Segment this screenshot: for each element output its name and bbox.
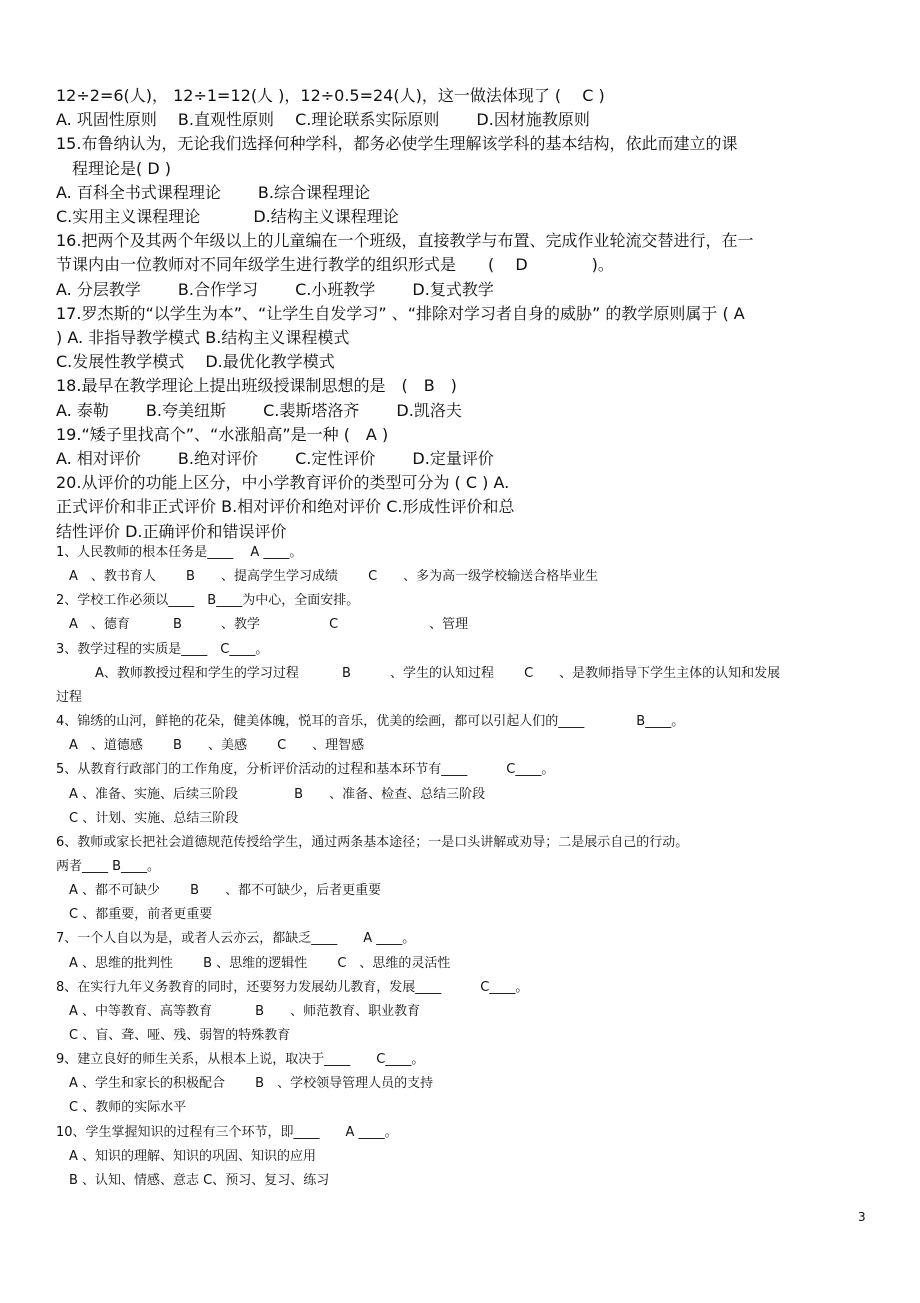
text-line: C.实用主义课程理论 D.结构主义课程理论 <box>56 207 399 226</box>
text-line: A 、学生和家长的积极配合 B 、学校领导管理人员的支持 <box>56 1076 434 1092</box>
text-line: 结性评价 D.正确评价和错误评价 <box>56 521 287 541</box>
text-line: C 、盲、聋、哑、残、弱智的特殊教育 <box>56 1028 291 1043</box>
text-line: 过程 <box>56 689 83 705</box>
text-line: 节课内由一位教师对不同年级学生进行教学的组织形式是 ( D )。 <box>56 255 614 275</box>
text-line: 18.最早在教学理论上提出班级授课制思想的是 ( B ) <box>56 376 457 396</box>
text-line: 17.罗杰斯的“以学生为本”、“让学生自发学习” 、“排除对学习者自身的威胁” 的教学原则属于 ( A <box>56 303 745 323</box>
text-line: A 、知识的理解、知识的巩固、知识的应用 <box>56 1148 317 1164</box>
text-line: B 、认知、情感、意志 C、预习、复习、练习 <box>56 1172 330 1188</box>
text-line: 2、学校工作必须以____ B____为中心，全面安排。 <box>56 593 360 609</box>
text-line: 3、教学过程的实质是____ C____。 <box>56 641 269 657</box>
text-line: 12÷2=6(人)， 12÷1=12(人 )，12÷0.5=24(人)，这一做法体现了 ( C ) <box>56 86 605 105</box>
text-line: A 、准备、实施、后续三阶段 B 、准备、检查、总结三阶段 <box>56 786 486 802</box>
text-line: 两者____ B____。 <box>56 858 161 874</box>
text-line: 10、学生掌握知识的过程有三个环节，即____ A ____。 <box>56 1124 398 1140</box>
text-line: A 、道德感 B 、美感 C 、理智感 <box>56 738 365 754</box>
text-line: 16.把两个及其两个年级以上的儿童编在一个班级，直接教学与布置、完成作业轮流交替进行，在一 <box>56 231 754 251</box>
text-line: A 、德育 B 、教学 C 、管理 <box>56 617 469 633</box>
text-line: 20.从评价的功能上区分，中小学教育评价的类型可分为 ( C ) A. <box>56 473 510 493</box>
page-number: 3 <box>858 1210 866 1224</box>
text-line: C.发展性教学模式 D.最优化教学模式 <box>56 352 335 372</box>
text-line: A. 百科全书式课程理论 B.综合课程理论 <box>56 182 370 202</box>
text-line: 6、教师或家长把社会道德规范传授给学生，通过两条基本途径；一是口头讲解或劝导；二是展示自己的行动。 <box>56 834 689 850</box>
text-line: A 、中等教育、高等教育 B 、师范教育、职业教育 <box>56 1003 421 1019</box>
text-line: 1、人民教师的根本任务是____ A ____。 <box>56 545 303 560</box>
text-line: A 、思维的批判性 B 、思维的逻辑性 C 、思维的灵活性 <box>56 955 451 971</box>
text-line: A. 分层教学 B.合作学习 C.小班教学 D.复式教学 <box>56 279 494 299</box>
text-line: 19.“矮子里找高个”、“水涨船高”是一种 ( A ) <box>56 424 389 444</box>
text-line: A. 泰勒 B.夸美纽斯 C.裴斯塔洛齐 D.凯洛夫 <box>56 400 462 420</box>
text-line: 5、从教育行政部门的工作角度，分析评价活动的过程和基本环节有____ C____。 <box>56 762 555 778</box>
text-line: 9、建立良好的师生关系，从根本上说，取决于____ C____。 <box>56 1052 425 1068</box>
text-line: C 、都重要，前者更重要 <box>56 907 213 923</box>
text-line: A 、教书育人 B 、提高学生学习成绩 C 、多为高一级学校输送合格毕业生 <box>56 569 599 585</box>
text-line: 8、在实行九年义务教育的同时，还要努力发展幼儿教育，发展____ C____。 <box>56 979 529 995</box>
text-line: 7、一个人自以为是，或者人云亦云，都缺乏____ A ____。 <box>56 931 416 947</box>
text-line: C 、教师的实际水平 <box>56 1100 187 1116</box>
text-line: A 、都不可缺少 B 、都不可缺少，后者更重要 <box>56 883 382 899</box>
text-line: A. 巩固性原则 B.直观性原则 C.理论联系实际原则 D.因材施教原则 <box>56 110 590 130</box>
text-line: A、教师教授过程和学生的学习过程 B 、学生的认知过程 C 、是教师指导下学生主体的认知和发展 <box>56 665 781 681</box>
text-line: 正式评价和非正式评价 B.相对评价和绝对评价 C.形成性评价和总 <box>56 497 515 517</box>
text-line: A. 相对评价 B.绝对评价 C.定性评价 D.定量评价 <box>56 449 494 468</box>
text-line: 4、锦绣的山河，鲜艳的花朵，健美体魄，悦耳的音乐，优美的绘画，都可以引起人们的____ B____。 <box>56 714 685 730</box>
text-line: 程理论是( D ) <box>56 158 171 178</box>
text-line: C 、计划、实施、总结三阶段 <box>56 810 239 826</box>
text-line: ) A. 非指导教学模式 B.结构主义课程模式 <box>56 328 350 347</box>
text-line: 15.布鲁纳认为，无论我们选择何种学科，都务必使学生理解该学科的基本结构，依此而建立的课 <box>56 134 738 154</box>
